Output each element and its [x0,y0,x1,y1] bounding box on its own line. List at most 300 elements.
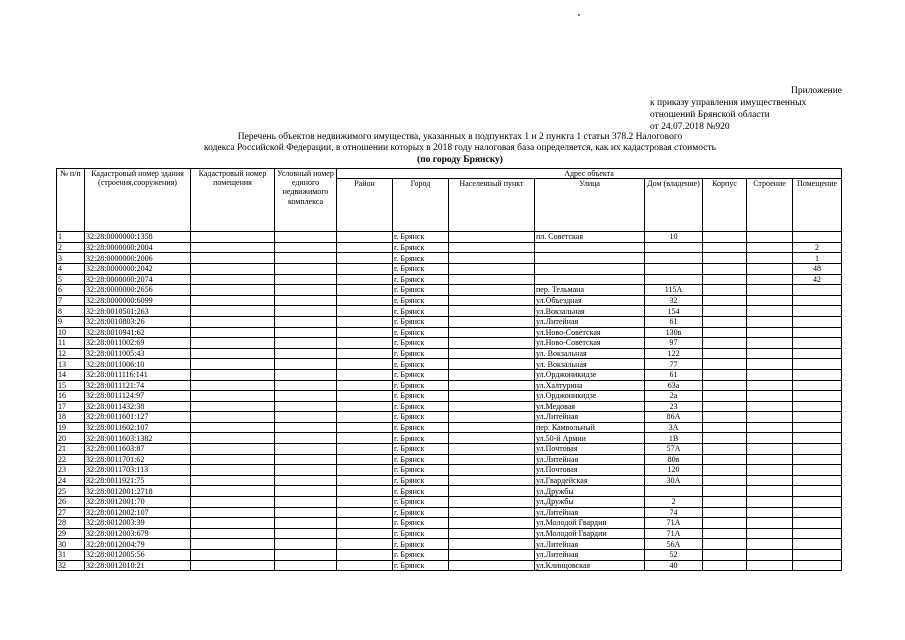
cell-empty [191,465,275,476]
cell-empty [449,486,535,497]
cell-n: 10 [57,327,85,338]
cell-empty [747,539,793,550]
header-house: Дом (владение) [645,179,703,232]
cell-empty [337,412,393,423]
cell-empty [191,560,275,571]
table-row [57,475,842,486]
cell-empty [703,295,747,306]
cell-house [645,263,703,274]
header-settlement: Населенный пункт [449,179,535,232]
cell-empty [703,412,747,423]
cell-cad: 32:28:0012001:70 [85,497,191,508]
cell-empty [449,454,535,465]
cell-room [793,380,842,391]
cell-empty [703,539,747,550]
cell-house: 115А [645,285,703,296]
table-row [57,274,842,285]
header-district: Район [337,179,393,232]
cell-room [793,338,842,349]
table-row [57,391,842,402]
cell-cad: 32:28:0011005:43 [85,348,191,359]
header-room: Помещение [793,179,842,232]
cell-empty [747,528,793,539]
cell-house: 154 [645,306,703,317]
cell-street [535,274,645,285]
cell-room: 42 [793,274,842,285]
cell-empty [703,306,747,317]
header-cond-num: Условный номер единого недвижимого комплекса [275,169,337,232]
cell-empty [449,497,535,508]
cell-street: ул.Ново-Советская [535,327,645,338]
cell-street: ул.Почтовая [535,465,645,476]
cell-empty [275,263,337,274]
cell-house: 52 [645,550,703,561]
cell-empty [191,518,275,529]
cell-empty [747,507,793,518]
cell-empty [747,422,793,433]
table-row [57,433,842,444]
cell-empty [275,338,337,349]
cell-room [793,550,842,561]
cell-empty [703,359,747,370]
cell-empty [703,433,747,444]
cell-house: 130в [645,327,703,338]
header-address: Адрес объекта [337,169,842,179]
cell-n: 17 [57,401,85,412]
table-row [57,528,842,539]
cell-room [793,475,842,486]
cell-house [645,242,703,253]
table-body [57,232,842,571]
cell-empty [337,444,393,455]
cell-empty [703,528,747,539]
cell-room [793,316,842,327]
scan-speck [578,14,580,16]
cell-empty [747,295,793,306]
cell-empty [747,550,793,561]
cell-cad: 32:28:0011121:74 [85,380,191,391]
cell-empty [747,486,793,497]
cell-city: г. Брянск [393,560,449,571]
table-row [57,539,842,550]
cell-street: ул.Объездная [535,295,645,306]
cell-house: 97 [645,338,703,349]
cell-empty [191,338,275,349]
cell-house: 1В [645,433,703,444]
cell-cad: 32:28:0011701:62 [85,454,191,465]
cell-empty [703,454,747,465]
table-row [57,316,842,327]
cell-empty [275,316,337,327]
table-row [57,507,842,518]
cell-empty [747,253,793,264]
cell-city: г. Брянск [393,412,449,423]
cell-empty [703,391,747,402]
cell-room [793,306,842,317]
cell-cad: 32:28:0011603:87 [85,444,191,455]
cell-empty [337,285,393,296]
cell-empty [747,316,793,327]
cell-room [793,454,842,465]
header-city: Город [393,179,449,232]
cell-city: г. Брянск [393,518,449,529]
cell-empty [191,380,275,391]
cell-empty [275,359,337,370]
cell-empty [337,391,393,402]
cell-empty [449,528,535,539]
cell-n: 29 [57,528,85,539]
cell-empty [703,327,747,338]
cell-empty [191,444,275,455]
cell-cad: 32:28:0012004:79 [85,539,191,550]
cell-n: 3 [57,253,85,264]
cell-house: 71А [645,518,703,529]
cell-empty [449,550,535,561]
cell-empty [191,232,275,243]
cell-street: ул.Вокзальная [535,306,645,317]
cell-room [793,528,842,539]
cell-room [793,560,842,571]
cell-n: 24 [57,475,85,486]
cell-n: 1 [57,232,85,243]
cell-street: ул.Литейная [535,454,645,465]
cell-empty [449,369,535,380]
cell-empty [449,338,535,349]
cell-empty [191,401,275,412]
cell-cad: 32:28:0011116:141 [85,369,191,380]
cell-empty [337,475,393,486]
cell-empty [191,391,275,402]
cell-room [793,232,842,243]
cell-empty [449,391,535,402]
table-row [57,306,842,317]
cell-room [793,539,842,550]
cell-city: г. Брянск [393,327,449,338]
cell-empty [191,433,275,444]
document-title-line-1: Перечень объектов недвижимого имущества, указанных в подпунктах 1 и 2 пункта 1 статьи 378.2 Налогового [237,132,683,142]
cell-empty [449,295,535,306]
cell-n: 30 [57,539,85,550]
header-cad-building: Кадастровый номер здания (строения,сооружения) [85,169,191,232]
cell-room [793,518,842,529]
cell-empty [337,242,393,253]
cell-house: 56А [645,539,703,550]
cell-street: ул.Гвардейская [535,475,645,486]
cell-cad: 32:28:0012003:679 [85,528,191,539]
cell-empty [337,497,393,508]
cell-empty [747,232,793,243]
document-title [80,132,840,154]
cell-empty [703,560,747,571]
cell-cad: 32:28:0011703:113 [85,465,191,476]
cell-n: 2 [57,242,85,253]
cell-empty [337,560,393,571]
cell-empty [747,560,793,571]
cell-city: г. Брянск [393,253,449,264]
cell-empty [275,486,337,497]
cell-empty [747,263,793,274]
cell-empty [275,507,337,518]
cell-empty [703,316,747,327]
cell-empty [337,507,393,518]
cell-street: ул.Орджоникидзе [535,369,645,380]
cell-empty [275,422,337,433]
cell-city: г. Брянск [393,444,449,455]
header-street: Улица [535,179,645,232]
cell-empty [449,306,535,317]
cell-street: ул.Ново-Советская [535,338,645,349]
cell-empty [191,539,275,550]
cell-empty [337,401,393,412]
table-row [57,359,842,370]
cell-n: 5 [57,274,85,285]
cell-city: г. Брянск [393,475,449,486]
cell-empty [275,539,337,550]
cell-cad: 32:28:0012005:56 [85,550,191,561]
cell-n: 19 [57,422,85,433]
cell-empty [703,338,747,349]
cell-empty [747,380,793,391]
cell-empty [703,285,747,296]
cell-empty [275,401,337,412]
cell-street: ул.50-й Армии [535,433,645,444]
cell-empty [747,338,793,349]
cell-empty [449,327,535,338]
cell-empty [275,475,337,486]
cell-house: 71А [645,528,703,539]
table-row [57,369,842,380]
cell-room [793,486,842,497]
cell-city: г. Брянск [393,465,449,476]
cell-empty [747,285,793,296]
cell-empty [275,433,337,444]
cell-room: 48 [793,263,842,274]
cell-n: 25 [57,486,85,497]
cell-cad: 32:28:0010803:26 [85,316,191,327]
cell-street: ул.Молодой Гвардии [535,518,645,529]
cell-house: 63а [645,380,703,391]
cell-house: 120 [645,465,703,476]
cell-n: 32 [57,560,85,571]
cell-empty [747,274,793,285]
cell-cad: 32:28:0010941:62 [85,327,191,338]
cell-empty [449,232,535,243]
cell-n: 27 [57,507,85,518]
cell-empty [747,465,793,476]
cell-house [645,486,703,497]
cell-city: г. Брянск [393,359,449,370]
cell-empty [449,285,535,296]
cell-empty [747,475,793,486]
cell-street: ул.Почтовая [535,444,645,455]
cell-house: 74 [645,507,703,518]
header-cad-room: Кадастровый номер помещения [191,169,275,232]
cell-empty [191,528,275,539]
cell-empty [747,391,793,402]
cell-empty [275,560,337,571]
cell-house: 23 [645,401,703,412]
cell-empty [703,465,747,476]
cell-city: г. Брянск [393,507,449,518]
cell-city: г. Брянск [393,316,449,327]
cell-empty [191,454,275,465]
cell-city: г. Брянск [393,422,449,433]
cell-empty [275,528,337,539]
cell-n: 13 [57,359,85,370]
cell-empty [747,444,793,455]
cell-cad: 32:28:0000000:1358 [85,232,191,243]
cell-empty [337,306,393,317]
cell-empty [449,359,535,370]
cell-house: 30А [645,475,703,486]
cell-empty [191,359,275,370]
cell-city: г. Брянск [393,433,449,444]
cell-cad: 32:28:0011002:69 [85,338,191,349]
cell-cad: 32:28:0000000:2074 [85,274,191,285]
cell-empty [449,560,535,571]
cell-street: ул.Орджоникидзе [535,391,645,402]
cell-cad: 32:28:0012001:2718 [85,486,191,497]
cell-street: ул.Литейная [535,412,645,423]
cell-n: 26 [57,497,85,508]
cell-city: г. Брянск [393,454,449,465]
cell-empty [449,422,535,433]
cell-street: ул.Литейная [535,550,645,561]
cell-cad: 32:28:0012010:21 [85,560,191,571]
annex-line-1: к приказу управления имущественных [650,98,807,108]
cell-cad: 32:28:0011603:1382 [85,433,191,444]
cell-empty [337,539,393,550]
cell-empty [191,263,275,274]
cell-empty [337,454,393,465]
cell-street: ул.Дружбы [535,497,645,508]
cell-house [645,274,703,285]
table-row [57,465,842,476]
cell-room [793,391,842,402]
cell-empty [747,518,793,529]
table-row [57,380,842,391]
cell-empty [747,306,793,317]
table-row [57,338,842,349]
cell-empty [703,507,747,518]
cell-city: г. Брянск [393,497,449,508]
cell-n: 15 [57,380,85,391]
cell-street: ул.Литейная [535,316,645,327]
cell-street: ул.Халтурина [535,380,645,391]
cell-house: 2а [645,391,703,402]
cell-empty [337,359,393,370]
cell-n: 7 [57,295,85,306]
cell-empty [337,274,393,285]
cell-empty [449,380,535,391]
cell-empty [191,475,275,486]
table-row [57,263,842,274]
cell-n: 22 [57,454,85,465]
cell-n: 12 [57,348,85,359]
cell-city: г. Брянск [393,380,449,391]
cell-empty [703,475,747,486]
cell-house: 80в [645,454,703,465]
cell-empty [449,274,535,285]
cell-cad: 32:28:0000000:2006 [85,253,191,264]
cell-empty [275,412,337,423]
cell-city: г. Брянск [393,391,449,402]
cell-empty [337,518,393,529]
cell-empty [747,359,793,370]
cell-empty [449,263,535,274]
cell-city: г. Брянск [393,550,449,561]
cell-n: 8 [57,306,85,317]
cell-empty [275,465,337,476]
cell-empty [703,422,747,433]
cell-empty [275,253,337,264]
cell-room: 2 [793,242,842,253]
cell-n: 9 [57,316,85,327]
cell-empty [747,242,793,253]
cell-empty [337,433,393,444]
cell-empty [275,380,337,391]
cell-empty [191,316,275,327]
annex-line-2: отношений Брянской области [650,110,770,120]
cell-street: пер. Тельмана [535,285,645,296]
document-subtitle: (по городу Брянску) [417,155,503,165]
table-row [57,497,842,508]
cell-cad: 32:28:0011602:107 [85,422,191,433]
cell-house: 40 [645,560,703,571]
cell-city: г. Брянск [393,306,449,317]
cell-empty [191,295,275,306]
cell-empty [191,486,275,497]
objects-table [56,168,842,571]
cell-n: 11 [57,338,85,349]
cell-empty [747,497,793,508]
table-row [57,560,842,571]
cell-street: ул.Молодой Гвардии [535,528,645,539]
cell-empty [191,274,275,285]
cell-cad: 32:28:0000000:6099 [85,295,191,306]
cell-empty [337,528,393,539]
cell-empty [275,454,337,465]
table-row [57,242,842,253]
cell-street: ул.Литейная [535,507,645,518]
cell-empty [337,348,393,359]
cell-empty [703,497,747,508]
table-row [57,486,842,497]
cell-room [793,465,842,476]
cell-city: г. Брянск [393,338,449,349]
cell-city: г. Брянск [393,348,449,359]
cell-empty [337,263,393,274]
cell-house [645,253,703,264]
cell-empty [337,486,393,497]
cell-empty [703,263,747,274]
cell-empty [275,369,337,380]
cell-room [793,359,842,370]
cell-empty [191,285,275,296]
cell-cad: 32:28:0011601:127 [85,412,191,423]
cell-street: ул. Вокзальная [535,348,645,359]
cell-empty [449,539,535,550]
cell-empty [275,295,337,306]
cell-empty [703,232,747,243]
cell-empty [337,465,393,476]
cell-room [793,327,842,338]
cell-room [793,444,842,455]
cell-cad: 32:28:0011006:10 [85,359,191,370]
cell-empty [191,497,275,508]
cell-empty [747,348,793,359]
cell-empty [191,348,275,359]
